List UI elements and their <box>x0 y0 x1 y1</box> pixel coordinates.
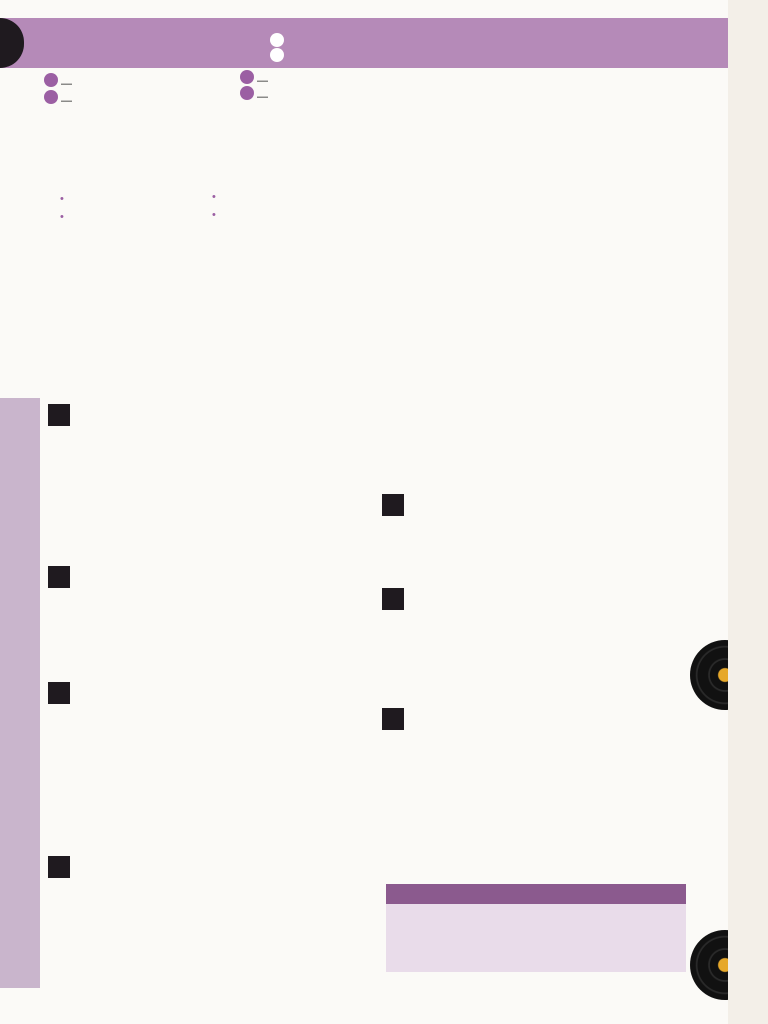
match-item-d <box>548 176 551 189</box>
topic-fashion <box>212 191 224 203</box>
bullet-icon <box>270 48 284 62</box>
grammar-focus: — <box>44 73 72 90</box>
paragraph-5 <box>382 492 692 516</box>
vocabulary-focus: — <box>240 70 268 87</box>
match-item-a <box>398 160 401 173</box>
topic-music <box>60 211 72 223</box>
match-item-b <box>398 178 401 191</box>
objective-2 <box>270 48 290 63</box>
paragraph-1 <box>48 402 354 426</box>
pronunciation-focus: — <box>44 90 72 107</box>
match-item-c <box>548 158 551 171</box>
vinyl-record-icon <box>690 640 728 710</box>
topic-culture <box>212 209 224 221</box>
paragraph-4 <box>48 854 354 878</box>
paragraph-3 <box>48 680 354 704</box>
paragraph-6 <box>382 586 692 610</box>
unit-header-bar <box>0 18 728 68</box>
vinyl-sales-chart <box>372 222 692 472</box>
glossary-heading <box>386 884 686 904</box>
vinyl-record-icon <box>690 930 728 1000</box>
bullet-icon <box>270 33 284 47</box>
topic-technology <box>60 193 72 205</box>
paragraph-2 <box>48 564 354 588</box>
glossary-box <box>386 884 686 972</box>
spiral-binding <box>728 0 768 1024</box>
objective-1 <box>270 33 290 48</box>
skills-focus: — <box>240 86 268 103</box>
paragraph-7 <box>382 706 692 730</box>
decorative-band <box>0 398 40 988</box>
trend-banner-graphic <box>0 248 370 398</box>
